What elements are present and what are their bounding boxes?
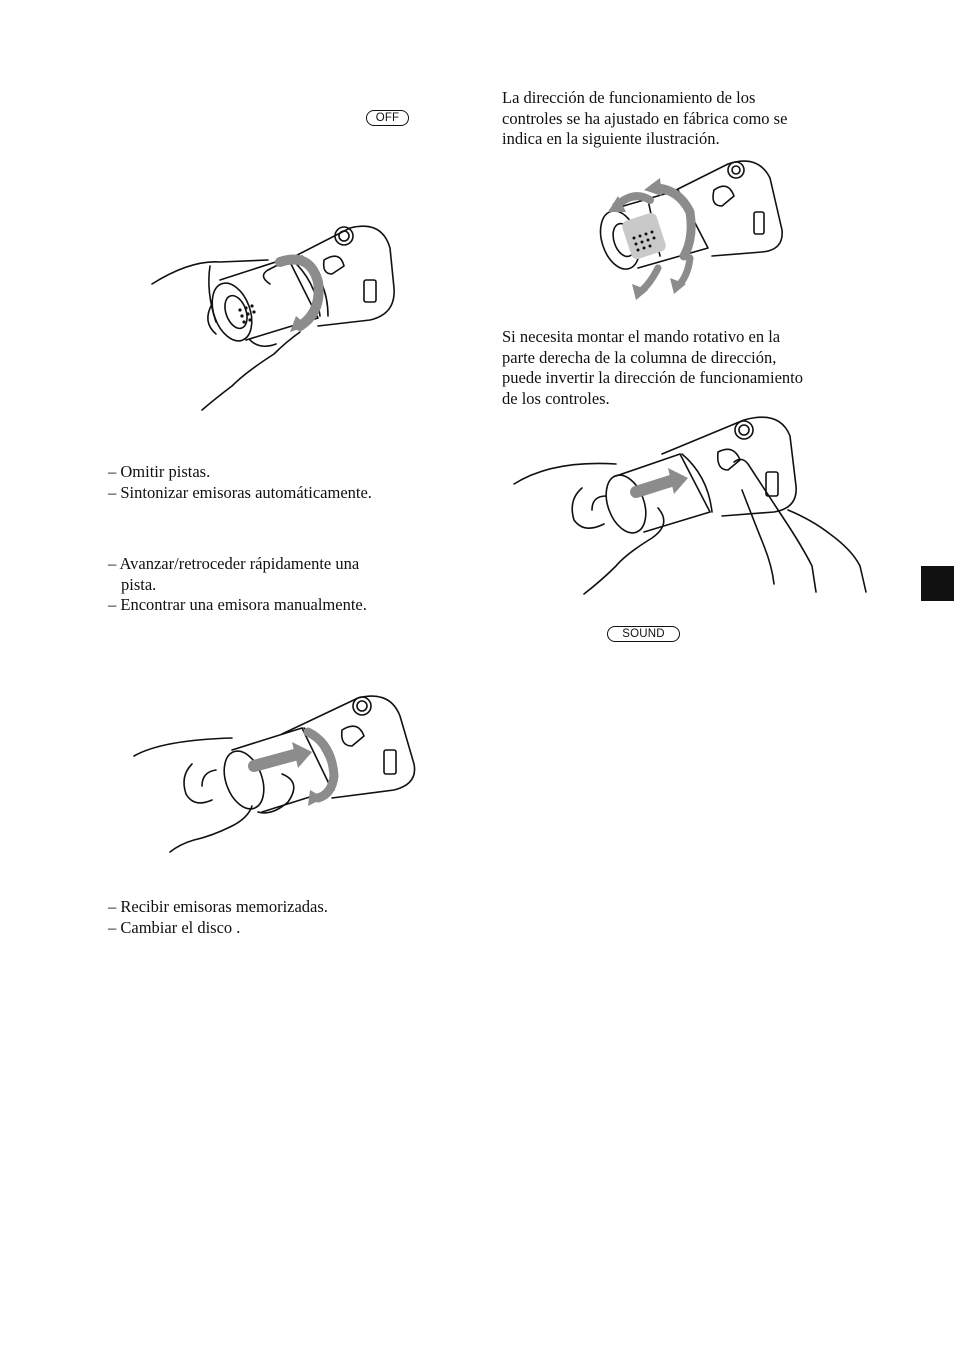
sound-key: SOUND <box>607 626 680 642</box>
paragraph-line: de los controles. <box>502 388 610 408</box>
rotary-commander-direction-arrows-icon <box>598 160 788 302</box>
list-item: – Recibir emisoras memorizadas. <box>108 897 328 916</box>
rotary-commander-push-turn-icon <box>132 694 422 854</box>
paragraph-line: La dirección de funcionamiento de los <box>502 88 756 107</box>
list-item: – Encontrar una emisora manualmente. <box>108 595 367 614</box>
rotary-commander-hand-turn-icon <box>150 222 400 414</box>
rotary-commander-reverse-direction-icon <box>512 416 878 598</box>
paragraph-line: parte derecha de la columna de dirección, <box>502 347 777 367</box>
list-item: – Sintonizar emisoras automáticamente. <box>108 482 372 502</box>
section-tab-marker <box>921 566 954 601</box>
paragraph-line: controles se ha ajustado en fábrica como se <box>502 108 788 128</box>
off-key: OFF <box>366 110 409 126</box>
paragraph-line: Si necesita montar el mando rotativo en la <box>502 327 781 346</box>
list-item: – Cambiar el disco . <box>108 917 241 937</box>
paragraph-line: indica en la siguiente ilustración. <box>502 129 720 148</box>
paragraph-line: puede invertir la dirección de funcionamiento <box>502 368 804 387</box>
list-item: – Avanzar/retroceder rápidamente una <box>108 554 360 573</box>
list-item-continuation: pista. <box>121 574 157 594</box>
list-item: – Omitir pistas. <box>108 462 211 481</box>
